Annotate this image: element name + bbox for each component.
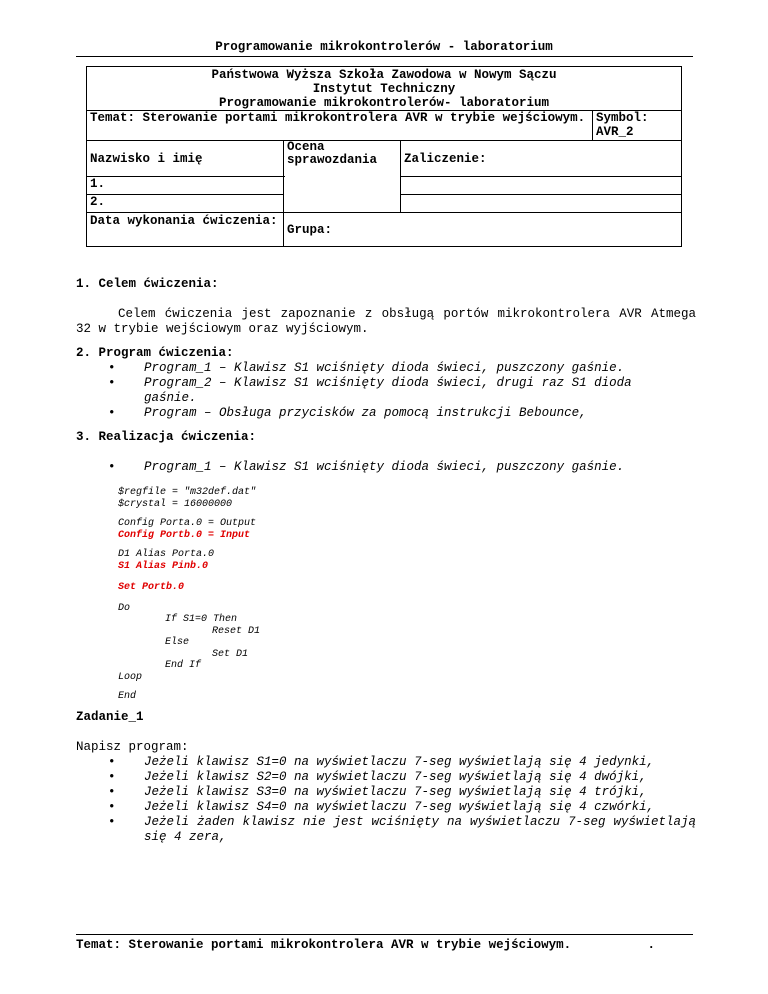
code-line-highlight: Set Portb.0 <box>118 582 185 593</box>
program-list-item: • Program – Obsługa przycisków za pomocą instrukcji Bebounce, <box>76 406 656 421</box>
task-intro: Napisz program: <box>76 740 189 754</box>
footer <box>76 938 693 952</box>
code-line-highlight: Config Portb.0 = Input <box>118 530 251 541</box>
task-list-item: • Jeżeli klawisz S2=0 na wyświetlaczu 7-seg wyświetlają się 4 dwójki, <box>76 770 696 785</box>
institution-name: Państwowa Wyższa Szkoła Zawodowa w Nowym Sączu <box>211 68 557 82</box>
program-list-item: • Program_2 – Klawisz S1 wciśnięty dioda świeci, drugi raz S1 dioda gaśnie. <box>76 376 656 406</box>
program-list <box>76 361 656 421</box>
code-line-highlight: S1 Alias Pinb.0 <box>118 561 209 572</box>
footer-rule <box>76 934 693 935</box>
topic-cell: Temat: Sterowanie portami mikrokontrolera AVR w trybie wejściowym. <box>87 111 593 141</box>
task-list-item: • Jeżeli klawisz S1=0 na wyświetlaczu 7-seg wyświetlają się 4 jedynki, <box>76 755 696 770</box>
institute-name: Instytut Techniczny <box>312 82 456 96</box>
code-line: Config Porta.0 = Output <box>118 518 257 529</box>
name-label: Nazwisko i imię <box>87 141 284 177</box>
institution-cell <box>87 67 682 111</box>
section-1-heading: 1. Celem ćwiczenia: <box>76 277 219 291</box>
report-form-table <box>86 66 682 247</box>
section-3-heading: 3. Realizacja ćwiczenia: <box>76 430 257 444</box>
code-line: $crystal = 16000000 <box>118 499 233 510</box>
code-line: Reset D1 <box>212 626 261 637</box>
task-list-item: • Jeżeli klawisz S4=0 na wyświetlaczu 7-seg wyświetlają się 4 czwórki, <box>76 800 696 815</box>
code-line: End <box>118 691 137 702</box>
course-name: Programowanie mikrokontrolerów- laboratorium <box>218 96 550 110</box>
page-header-title: Programowanie mikrokontrolerów - laboratorium <box>215 40 553 54</box>
task-list <box>76 755 696 845</box>
credit-row-2 <box>401 195 682 213</box>
student-row-1: 1. <box>87 177 284 195</box>
code-line: End If <box>165 660 202 671</box>
task-list-item: • Jeżeli żaden klawisz nie jest wciśnięty na wyświetlaczu 7-seg wyświetlają się 4 zera, <box>76 815 696 845</box>
student-row-2: 2. <box>87 195 284 213</box>
code-line: Else <box>165 637 190 648</box>
page-number: . <box>647 938 655 952</box>
section-1-text: Celem ćwiczenia jest zapoznanie z obsługą portów mikrokontrolera AVR Atmega 32 w trybie wejściowym oraz wyjściowym. <box>76 307 696 336</box>
realization-list <box>76 460 696 475</box>
task-list-item: • Jeżeli klawisz S3=0 na wyświetlaczu 7-seg wyświetlają się 4 trójki, <box>76 785 696 800</box>
code-line: If S1=0 Then <box>165 614 238 625</box>
grade-label: Ocena sprawozdania <box>284 141 401 213</box>
group-label: Grupa: <box>284 213 682 247</box>
code-line: Loop <box>118 672 143 683</box>
symbol-cell: Symbol: AVR_2 <box>592 111 681 141</box>
date-label: Data wykonania ćwiczenia: <box>87 213 284 247</box>
footer-topic: Temat: Sterowanie portami mikrokontrolera AVR w trybie wejściowym. <box>76 938 572 952</box>
task-heading: Zadanie_1 <box>76 710 144 724</box>
credit-row-1 <box>401 177 682 195</box>
realization-item: • Program_1 – Klawisz S1 wciśnięty dioda świeci, puszczony gaśnie. <box>76 460 696 475</box>
code-line: D1 Alias Porta.0 <box>118 549 215 560</box>
header-rule <box>76 56 693 57</box>
code-line: Do <box>118 603 131 614</box>
section-2-heading: 2. Program ćwiczenia: <box>76 346 234 360</box>
code-line: Set D1 <box>212 649 249 660</box>
code-line: $regfile = "m32def.dat" <box>118 487 257 498</box>
credit-label: Zaliczenie: <box>401 141 682 177</box>
program-list-item: • Program_1 – Klawisz S1 wciśnięty dioda świeci, puszczony gaśnie. <box>76 361 656 376</box>
